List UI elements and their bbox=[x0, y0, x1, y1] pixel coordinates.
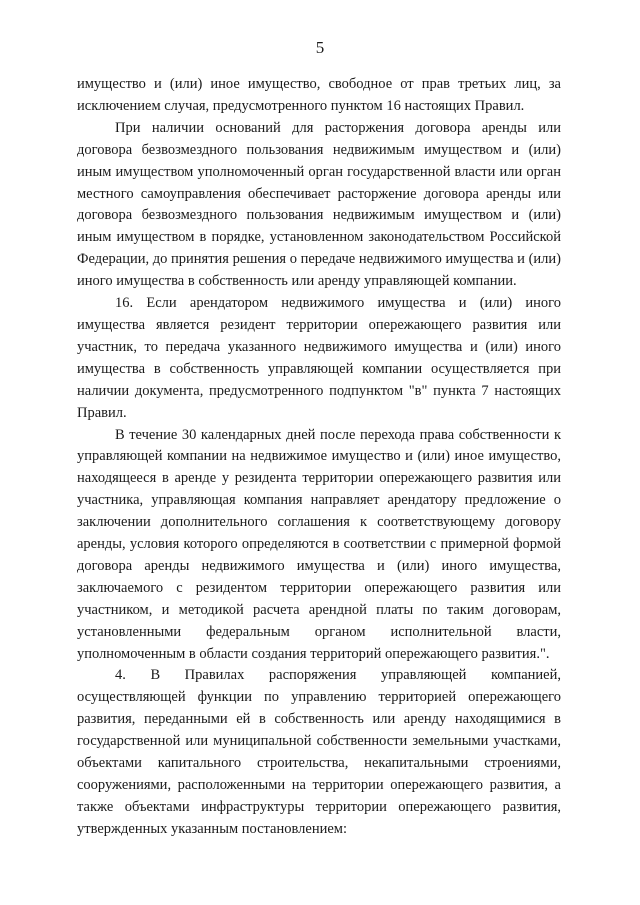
paragraph-30-days: В течение 30 календарных дней после перехода права собственности к управляющей компании на недвижимое имущество и (или) иное имущество, находящееся в аренде у резидента территории опережающего развития или участника, управляющая компания направляет арендатору предложение о заключении дополнительного соглашения к соответствующему договору аренды, условия которого определяются в соответствии с примерной формой договора аренды недвижимого имущества и (или) иного имущества, заключаемого с резидентом территории опережающего развития или участником, и методикой расчета арендной платы по таким договорам, установленными федеральным органом исполнительной власти, уполномоченным в области создания территорий опережающего развития.". bbox=[77, 426, 561, 662]
document-body bbox=[77, 74, 561, 841]
paragraph-item-16: 16. Если арендатором недвижимого имущества и (или) иного имущества является резидент территории опережающего развития или участник, то передача указанного недвижимого имущества и (или) иного имущества в собственность управляющей компании осуществляется при наличии документа, предусмотренного подпунктом "в" пункта 7 настоящих Правил. bbox=[77, 295, 561, 421]
paragraph-continuation: имущество и (или) иное имущество, свободное от прав третьих лиц, за исключением случая, предусмотренного пунктом 16 настоящих Правил. bbox=[77, 76, 561, 114]
paragraph-termination-of-lease: При наличии оснований для расторжения договора аренды или договора безвозмездного пользования недвижимым имуществом и (или) иным имуществом уполномоченный орган государственной власти или орган местного самоуправления обеспечивает расторжение договора аренды или договора безвозмездного пользования недвижимым имуществом и (или) иным имуществом в порядке, установленном законодательством Российской Федерации, до принятия решения о передаче недвижимого имущества и (или) иного имущества в собственность или аренду управляющей компании. bbox=[77, 119, 561, 290]
page-number: 5 bbox=[315, 38, 325, 57]
paragraph-item-4: 4. В Правилах распоряжения управляющей компанией, осуществляющей функции по управлению территорией опережающего развития, переданными ей в собственность или аренду находящимися в государственной или муниципальной собственности земельными участками, объектами капитального строительства, некапитальными строениями, сооружениями, расположенными на территории опережающего развития, а также объектами инфраструктуры территории опережающего развития, утвержденных указанным постановлением: bbox=[77, 667, 561, 837]
